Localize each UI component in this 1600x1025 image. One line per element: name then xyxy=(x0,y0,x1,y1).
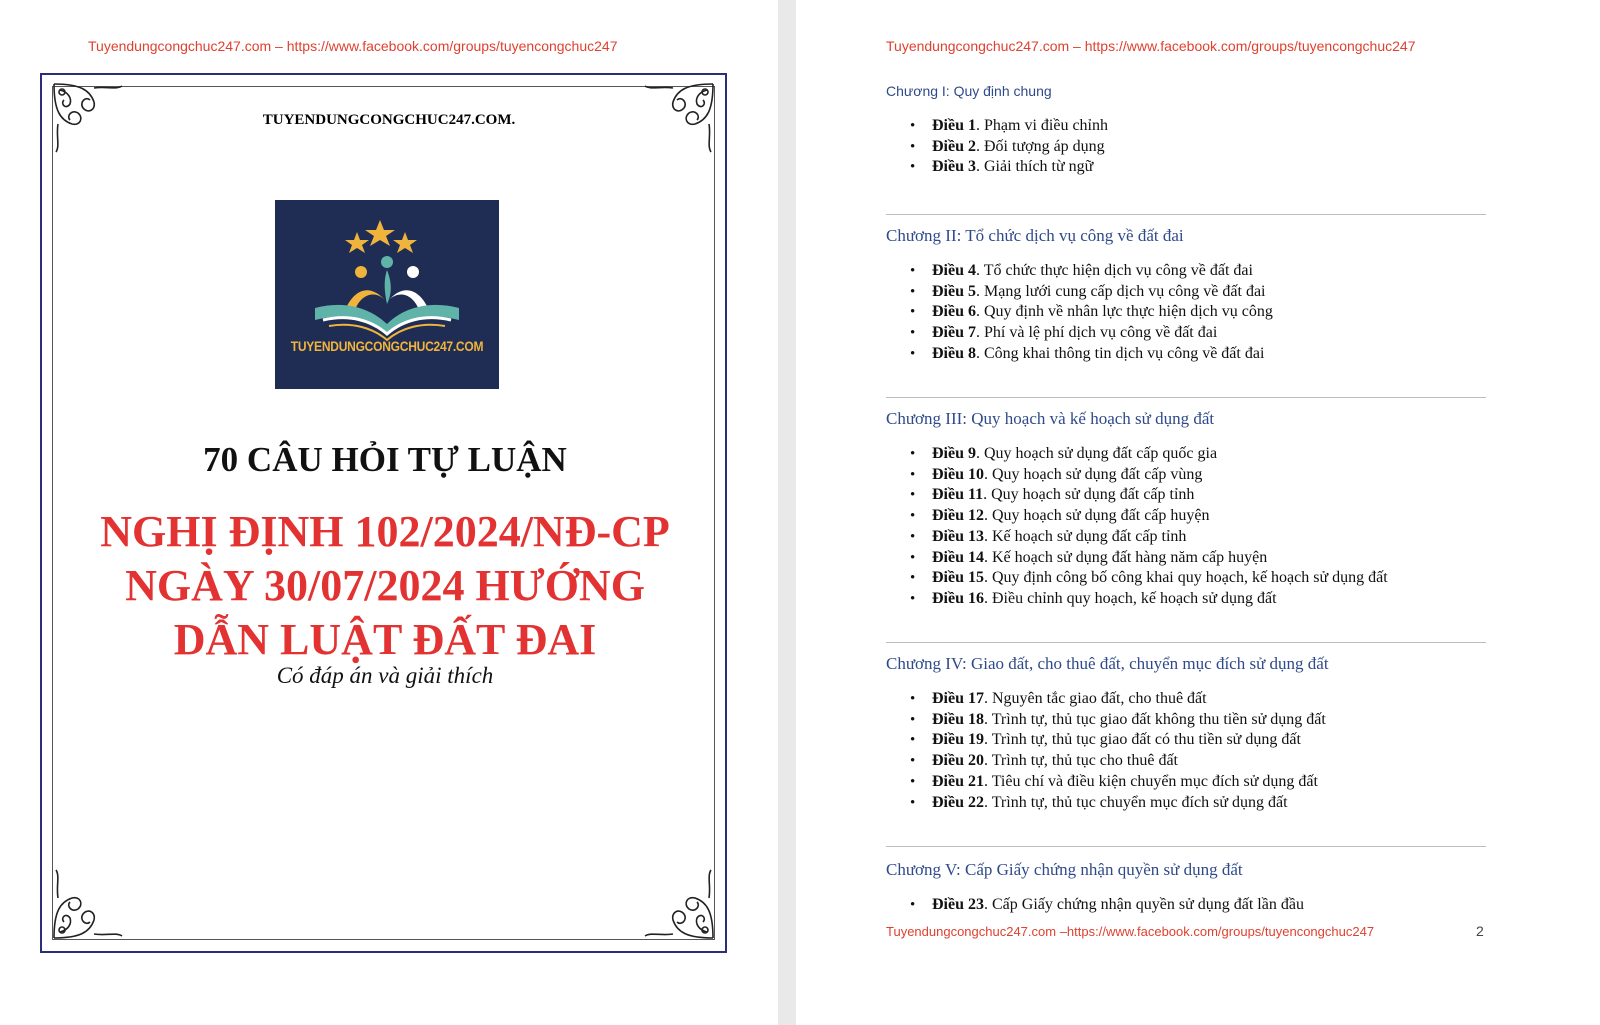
page-gutter xyxy=(778,0,796,1025)
article-label: Điều 6 xyxy=(932,303,976,321)
article-list xyxy=(886,116,1486,178)
chapter-title: Chương II: Tổ chức dịch vụ công về đất đai xyxy=(886,226,1184,245)
article-label: Điều 11 xyxy=(932,486,984,504)
table-of-contents xyxy=(886,80,1486,916)
site-name: TUYENDUNGCONGCHUC247.COM. xyxy=(262,112,516,128)
page-footer: Tuyendungcongchuc247.com –https://www.facebook.com/groups/tuyencongchuc247 xyxy=(886,924,1375,939)
list-item xyxy=(932,568,1486,589)
article-label: Điều 5 xyxy=(932,282,976,300)
article-text: . Phạm vi điều chỉnh xyxy=(976,117,1108,134)
article-label: Điều 21 xyxy=(932,772,984,790)
chapter-section xyxy=(886,215,1486,397)
page-header: Tuyendungcongchuc247.com – https://www.facebook.com/groups/tuyencongchuc247 xyxy=(88,38,618,54)
list-item xyxy=(932,302,1486,323)
article-text: . Nguyên tắc giao đất, cho thuê đất xyxy=(984,690,1207,707)
article-text: . Mạng lưới cung cấp dịch vụ công về đất đai xyxy=(976,282,1266,300)
document-page-cover xyxy=(0,0,778,1025)
list-item xyxy=(932,751,1486,772)
cover-red-line: NGHỊ ĐỊNH 102/2024/NĐ-CP xyxy=(100,507,670,556)
article-text: . Quy định về nhân lực thực hiện dịch vụ công xyxy=(976,303,1273,321)
cover-subtitle: Có đáp án và giải thích xyxy=(276,663,494,688)
article-text: . Trình tự, thủ tục giao đất có thu tiền sử dụng đất xyxy=(984,731,1301,749)
article-label: Điều 22 xyxy=(932,793,984,811)
chapter-section xyxy=(886,643,1486,846)
list-item xyxy=(932,548,1486,569)
article-label: Điều 13 xyxy=(932,527,984,545)
ornament-corner-icon xyxy=(50,862,130,942)
article-label: Điều 2 xyxy=(932,137,976,155)
list-item xyxy=(932,157,1486,178)
article-text: . Tổ chức thực hiện dịch vụ công về đất đai xyxy=(976,262,1253,279)
article-label: Điều 18 xyxy=(932,710,984,728)
article-text: . Tiêu chí và điều kiện chuyển mục đích sử dụng đất xyxy=(984,772,1318,790)
list-item xyxy=(932,344,1486,365)
list-item xyxy=(932,282,1486,303)
article-text: . Kế hoạch sử dụng đất hàng năm cấp huyện xyxy=(984,548,1268,566)
list-item xyxy=(932,793,1486,814)
ornament-corner-icon xyxy=(637,862,717,942)
list-item xyxy=(932,137,1486,158)
chapter-section xyxy=(886,398,1486,642)
article-text: . Trình tự, thủ tục giao đất không thu tiền sử dụng đất xyxy=(984,710,1326,728)
list-item xyxy=(932,506,1486,527)
article-text: . Điều chỉnh quy hoạch, kế hoạch sử dụng đất xyxy=(984,589,1277,607)
article-text: . Quy hoạch sử dụng đất cấp tỉnh xyxy=(983,486,1195,504)
list-item xyxy=(932,895,1486,916)
list-item xyxy=(932,689,1486,710)
article-list xyxy=(886,689,1486,813)
article-label: Điều 4 xyxy=(932,262,976,279)
list-item xyxy=(932,527,1486,548)
article-text: . Quy định công bố công khai quy hoạch, kế hoạch sử dụng đất xyxy=(984,569,1388,587)
article-label: Điều 3 xyxy=(932,158,976,176)
article-label: Điều 9 xyxy=(932,445,976,462)
list-item xyxy=(932,589,1486,610)
brand-logo xyxy=(275,200,499,389)
list-item xyxy=(932,772,1486,793)
list-item xyxy=(932,485,1486,506)
article-label: Điều 20 xyxy=(932,752,984,770)
article-list xyxy=(886,261,1486,365)
article-label: Điều 14 xyxy=(932,548,984,566)
article-text: . Kế hoạch sử dụng đất cấp tỉnh xyxy=(984,527,1187,545)
article-label: Điều 16 xyxy=(932,589,984,607)
article-label: Điều 10 xyxy=(932,465,984,483)
cover-red-line: DẪN LUẬT ĐẤT ĐAI xyxy=(173,615,597,664)
book-stars-logo-icon xyxy=(275,200,499,389)
cover-red-line: NGÀY 30/07/2024 HƯỚNG xyxy=(125,561,645,610)
article-label: Điều 15 xyxy=(932,569,984,587)
article-text: . Trình tự, thủ tục cho thuê đất xyxy=(984,752,1178,770)
chapter-title: Chương III: Quy hoạch và kế hoạch sử dụng đất xyxy=(886,409,1215,428)
list-item xyxy=(932,261,1486,282)
list-item xyxy=(932,730,1486,751)
cover-red-title xyxy=(0,505,770,667)
list-item xyxy=(932,465,1486,486)
list-item xyxy=(932,116,1486,137)
article-label: Điều 19 xyxy=(932,731,984,749)
article-list xyxy=(886,444,1486,610)
article-text: . Trình tự, thủ tục chuyển mục đích sử dụng đất xyxy=(984,793,1288,811)
article-list xyxy=(886,895,1486,916)
article-text: . Công khai thông tin dịch vụ công về đất đai xyxy=(976,344,1265,362)
page-number: 2 xyxy=(1476,923,1484,939)
list-item xyxy=(932,323,1486,344)
article-text: . Quy hoạch sử dụng đất cấp huyện xyxy=(984,507,1210,525)
page-header: Tuyendungcongchuc247.com – https://www.facebook.com/groups/tuyencongchuc247 xyxy=(886,38,1416,54)
chapter-title: Chương V: Cấp Giấy chứng nhận quyền sử dụng đất xyxy=(886,860,1243,879)
chapter-title: Chương I: Quy định chung xyxy=(886,83,1052,99)
chapter-title: Chương IV: Giao đất, cho thuê đất, chuyển mục đích sử dụng đất xyxy=(886,654,1329,673)
document-page-toc xyxy=(796,0,1600,1025)
article-label: Điều 23 xyxy=(932,896,984,913)
article-text: . Quy hoạch sử dụng đất cấp quốc gia xyxy=(976,445,1218,462)
article-text: . Đối tượng áp dụng xyxy=(976,137,1105,155)
article-label: Điều 7 xyxy=(932,324,976,342)
list-item xyxy=(932,444,1486,465)
chapter-section xyxy=(886,80,1486,214)
article-label: Điều 1 xyxy=(932,117,976,134)
list-item xyxy=(932,710,1486,731)
article-text: . Phí và lệ phí dịch vụ công về đất đai xyxy=(976,324,1218,342)
logo-text: TUYENDUNGCONGCHUC247.COM xyxy=(290,338,484,354)
chapter-section xyxy=(886,847,1486,916)
article-text: . Giải thích từ ngữ xyxy=(976,158,1094,176)
article-text: . Cấp Giấy chứng nhận quyền sử dụng đất lần đầu xyxy=(984,896,1304,913)
article-text: . Quy hoạch sử dụng đất cấp vùng xyxy=(984,465,1203,483)
cover-title: 70 CÂU HỎI TỰ LUẬN xyxy=(203,440,567,479)
article-label: Điều 12 xyxy=(932,507,984,525)
article-label: Điều 17 xyxy=(932,690,984,707)
article-label: Điều 8 xyxy=(932,344,976,362)
